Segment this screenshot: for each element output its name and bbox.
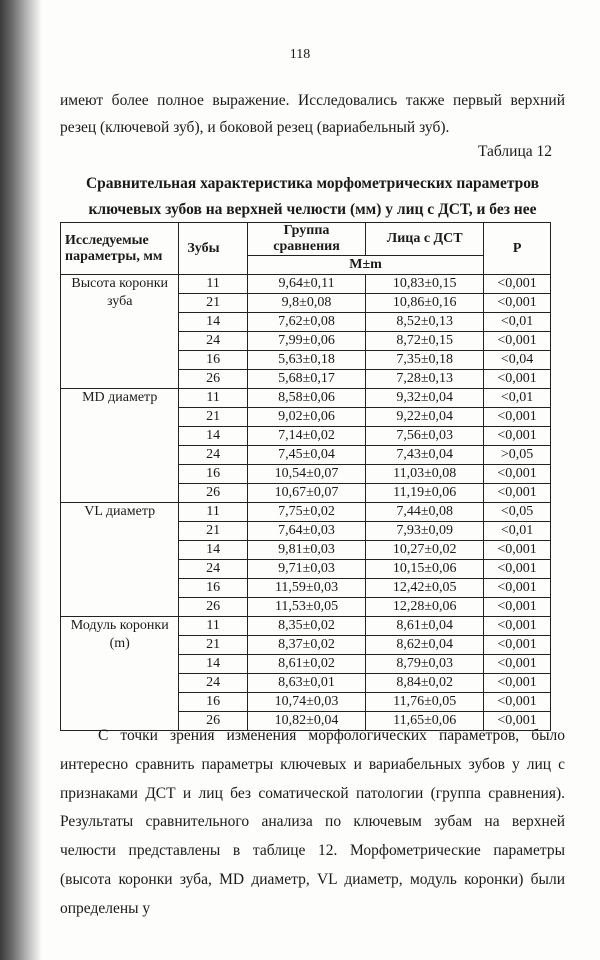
dct-value: 12,28±0,06: [366, 598, 484, 617]
comparison-value: 5,63±0,18: [247, 351, 365, 370]
dct-value: 7,43±0,04: [366, 446, 484, 465]
tooth-number: 11: [179, 617, 247, 636]
p-value: <0,001: [484, 427, 551, 446]
dct-value: 8,61±0,04: [366, 617, 484, 636]
tooth-number: 16: [179, 693, 247, 712]
tooth-number: 24: [179, 674, 247, 693]
dct-value: 8,79±0,03: [366, 655, 484, 674]
p-value: <0,001: [484, 541, 551, 560]
tooth-number: 14: [179, 313, 247, 332]
p-value: <0,001: [484, 294, 551, 313]
tooth-number: 21: [179, 636, 247, 655]
table-row: [61, 275, 551, 294]
p-value: <0,01: [484, 522, 551, 541]
comparison-value: 7,99±0,06: [247, 332, 365, 351]
tooth-number: 24: [179, 332, 247, 351]
comparison-value: 10,82±0,04: [247, 712, 365, 731]
comparison-value: 7,45±0,04: [247, 446, 365, 465]
p-value: <0,001: [484, 712, 551, 731]
dct-value: 10,15±0,06: [366, 560, 484, 579]
dct-value: 7,35±0,18: [366, 351, 484, 370]
header-params: Исследуемые параметры, мм: [61, 223, 179, 275]
comparison-value: 8,37±0,02: [247, 636, 365, 655]
tooth-number: 24: [179, 560, 247, 579]
p-value: <0,001: [484, 636, 551, 655]
comparison-value: 9,64±0,11: [247, 275, 365, 294]
parameter-name: VL диаметр: [61, 503, 179, 617]
comparison-value: 7,64±0,03: [247, 522, 365, 541]
table-caption: Сравнительная характеристика морфометрических параметров ключевых зубов на верхней челюсти (мм) у лиц с ДСТ, и без нее: [85, 175, 540, 218]
tooth-number: 11: [179, 275, 247, 294]
tooth-number: 11: [179, 389, 247, 408]
p-value: <0,001: [484, 370, 551, 389]
comparison-value: 11,53±0,05: [247, 598, 365, 617]
comparison-value: 8,63±0,01: [247, 674, 365, 693]
p-value: <0,01: [484, 313, 551, 332]
comparison-value: 10,74±0,03: [247, 693, 365, 712]
conclusion-paragraph: С точки зрения изменения морфологических параметров, было интересно сравнить параметры ключевых и вариабельных зубов у лиц с признаками ДСТ и лиц без соматической патологии (группа сравнения). Результаты сравнительного анализа по ключевым зубам на верхней челюсти представлены в таблице 12. Морфометрические параметры (высота коронки зуба, MD диаметр, VL диаметр, модуль коронки) были определены у: [60, 727, 565, 917]
table-row: [61, 503, 551, 522]
dct-value: 7,28±0,13: [366, 370, 484, 389]
intro-paragraph: имеют более полное выражение. Исследовались также первый верхний резец (ключевой зуб), и боковой резец (вариабельный зуб).: [60, 92, 565, 136]
dct-value: 11,65±0,06: [366, 712, 484, 731]
tooth-number: 21: [179, 294, 247, 313]
header-comparison: Группа сравнения: [247, 223, 365, 256]
dct-value: 7,44±0,08: [366, 503, 484, 522]
comparison-value: 9,8±0,08: [247, 294, 365, 313]
parameter-name: Модуль коронки (m): [61, 617, 179, 731]
dct-value: 10,83±0,15: [366, 275, 484, 294]
comparison-value: 8,35±0,02: [247, 617, 365, 636]
comparison-value: 11,59±0,03: [247, 579, 365, 598]
tooth-number: 11: [179, 503, 247, 522]
dct-value: 10,27±0,02: [366, 541, 484, 560]
p-value: <0,001: [484, 655, 551, 674]
p-value: <0,001: [484, 617, 551, 636]
tooth-number: 14: [179, 427, 247, 446]
comparison-value: 7,14±0,02: [247, 427, 365, 446]
dct-value: 11,19±0,06: [366, 484, 484, 503]
comparison-value: 7,75±0,02: [247, 503, 365, 522]
comparison-value: 5,68±0,17: [247, 370, 365, 389]
binding-shadow: [0, 0, 42, 960]
tooth-number: 14: [179, 541, 247, 560]
dct-value: 8,52±0,13: [366, 313, 484, 332]
dct-value: 11,03±0,08: [366, 465, 484, 484]
comparison-value: 10,67±0,07: [247, 484, 365, 503]
dct-value: 7,93±0,09: [366, 522, 484, 541]
dct-value: 8,84±0,02: [366, 674, 484, 693]
tooth-number: 26: [179, 370, 247, 389]
morphometric-table: [60, 222, 551, 731]
p-value: <0,04: [484, 351, 551, 370]
page-number: 118: [289, 47, 311, 62]
header-p: Р: [484, 223, 551, 275]
p-value: <0,001: [484, 275, 551, 294]
dct-value: 8,72±0,15: [366, 332, 484, 351]
table-body: [61, 275, 551, 731]
comparison-value: 8,61±0,02: [247, 655, 365, 674]
p-value: <0,001: [484, 579, 551, 598]
tooth-number: 16: [179, 465, 247, 484]
parameter-name: MD диаметр: [61, 389, 179, 503]
comparison-value: 10,54±0,07: [247, 465, 365, 484]
p-value: >0,05: [484, 446, 551, 465]
comparison-value: 9,02±0,06: [247, 408, 365, 427]
tooth-number: 26: [179, 712, 247, 731]
p-value: <0,01: [484, 389, 551, 408]
tooth-number: 24: [179, 446, 247, 465]
header-dct: Лица с ДСТ: [366, 223, 484, 256]
tooth-number: 21: [179, 522, 247, 541]
dct-value: 10,86±0,16: [366, 294, 484, 313]
dct-value: 12,42±0,05: [366, 579, 484, 598]
p-value: <0,001: [484, 484, 551, 503]
p-value: <0,001: [484, 674, 551, 693]
comparison-value: 9,81±0,03: [247, 541, 365, 560]
p-value: <0,001: [484, 408, 551, 427]
tooth-number: 16: [179, 579, 247, 598]
p-value: <0,001: [484, 560, 551, 579]
comparison-value: 7,62±0,08: [247, 313, 365, 332]
table-label: Таблица 12: [477, 143, 552, 160]
dct-value: 11,76±0,05: [366, 693, 484, 712]
dct-value: 8,62±0,04: [366, 636, 484, 655]
p-value: <0,001: [484, 465, 551, 484]
p-value: <0,001: [484, 598, 551, 617]
tooth-number: 26: [179, 598, 247, 617]
parameter-name: Высота коронки зуба: [61, 275, 179, 389]
tooth-number: 14: [179, 655, 247, 674]
comparison-value: 9,71±0,03: [247, 560, 365, 579]
header-units: M±m: [247, 256, 483, 275]
tooth-number: 26: [179, 484, 247, 503]
header-teeth: Зубы: [179, 223, 247, 275]
comparison-value: 8,58±0,06: [247, 389, 365, 408]
p-value: <0,001: [484, 693, 551, 712]
p-value: <0,05: [484, 503, 551, 522]
dct-value: 9,32±0,04: [366, 389, 484, 408]
table-row: [61, 617, 551, 636]
table-row: [61, 389, 551, 408]
dct-value: 9,22±0,04: [366, 408, 484, 427]
tooth-number: 16: [179, 351, 247, 370]
p-value: <0,001: [484, 332, 551, 351]
tooth-number: 21: [179, 408, 247, 427]
dct-value: 7,56±0,03: [366, 427, 484, 446]
